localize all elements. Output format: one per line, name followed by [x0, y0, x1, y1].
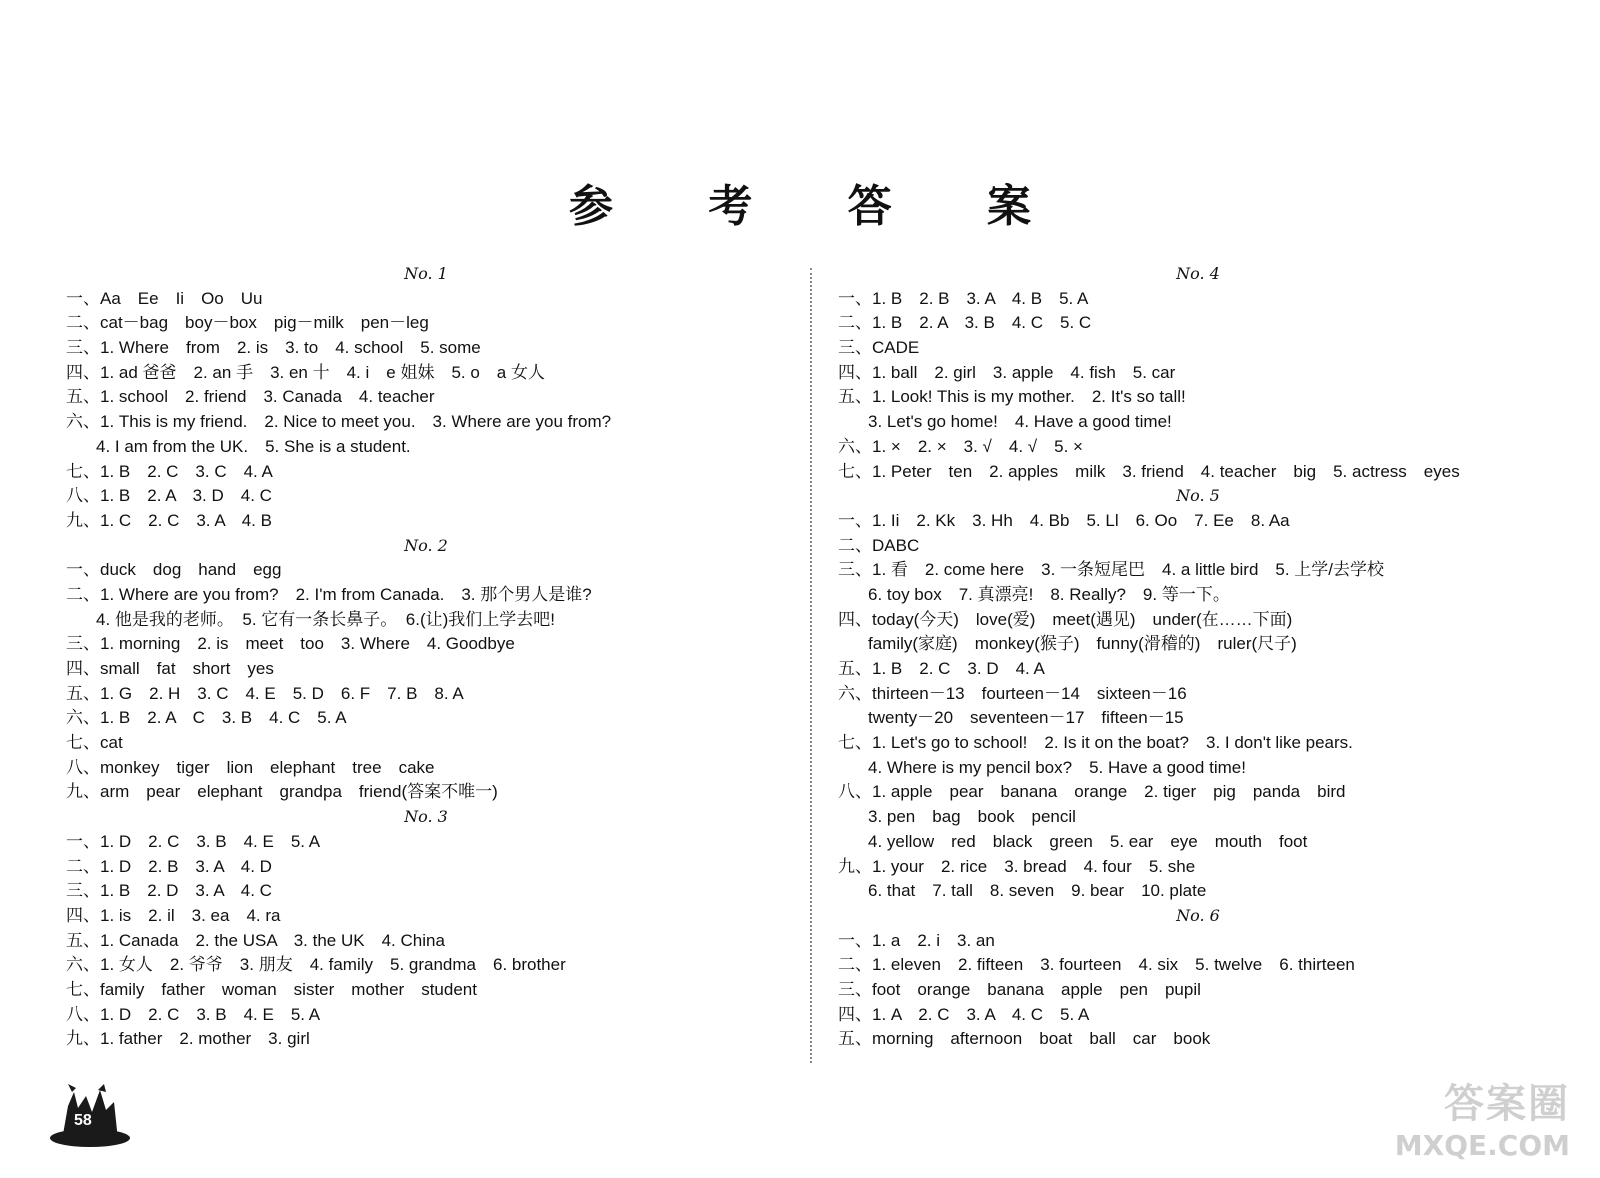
- answer-line: 八、1. D 2. C 3. B 4. E 5. A: [66, 1004, 321, 1024]
- answer-line: 4. 他是我的老师。 5. 它有一条长鼻子。 6.(让)我们上学去吧!: [96, 609, 556, 629]
- answer-line: 七、1. B 2. C 3. C 4. A: [66, 461, 273, 481]
- answer-line: 七、cat: [66, 733, 123, 753]
- answer-line: 三、1. B 2. D 3. A 4. C: [66, 881, 272, 901]
- answer-line: 四、1. ball 2. girl 3. apple 4. fish 5. car: [838, 362, 1176, 382]
- answer-line: twenty－20 seventeen－17 fifteen－15: [868, 708, 1184, 728]
- answer-line: 五、1. school 2. friend 3. Canada 4. teacher: [66, 387, 435, 407]
- column-divider: [810, 268, 812, 1063]
- section-heading: No. 2: [404, 535, 448, 555]
- section-heading: No. 4: [1176, 264, 1220, 283]
- answer-line: 八、monkey tiger lion elephant tree cake: [66, 757, 435, 777]
- answer-line: 七、family father woman sister mother student: [66, 979, 477, 999]
- answer-line: 四、1. is 2. il 3. ea 4. ra: [66, 905, 281, 925]
- answer-line: 三、CADE: [838, 338, 920, 358]
- left-answer-column: [66, 262, 786, 1052]
- answer-line: 五、1. Canada 2. the USA 3. the UK 4. China: [66, 930, 445, 950]
- answer-line: 六、1. × 2. × 3. √ 4. √ 5. ×: [838, 436, 1083, 456]
- answer-line: 四、today(今天) love(爱) meet(遇见) under(在……下面): [838, 609, 1293, 629]
- page-number-badge: [48, 1082, 132, 1148]
- answer-line: 九、1. your 2. rice 3. bread 4. four 5. she: [838, 856, 1196, 876]
- answer-line: 三、foot orange banana apple pen pupil: [838, 979, 1201, 999]
- answer-line: 一、1. D 2. C 3. B 4. E 5. A: [66, 831, 321, 851]
- answer-line: 二、1. B 2. A 3. B 4. C 5. C: [838, 313, 1092, 333]
- section-heading: No. 6: [1176, 905, 1220, 925]
- answer-line: 六、thirteen－13 fourteen－14 sixteen－16: [838, 683, 1187, 703]
- answer-line: 一、1. B 2. B 3. A 4. B 5. A: [838, 288, 1089, 308]
- answer-line: 二、DABC: [838, 535, 920, 555]
- answer-line: 二、1. eleven 2. fifteen 3. fourteen 4. six 5. twelve 6. thirteen: [838, 955, 1355, 975]
- answer-line: 四、1. ad 爸爸 2. an 手 3. en 十 4. i e 姐妹 5. o a 女人: [66, 362, 545, 382]
- answer-line: 6. that 7. tall 8. seven 9. bear 10. plate: [868, 881, 1207, 901]
- answer-line: 4. I am from the UK. 5. She is a student.: [96, 436, 411, 456]
- answer-line: 九、arm pear elephant grandpa friend(答案不唯一): [66, 782, 498, 802]
- answer-line: 一、duck dog hand egg: [66, 560, 282, 580]
- answer-line: 一、1. Ii 2. Kk 3. Hh 4. Bb 5. Ll 6. Oo 7. Ee 8. Aa: [838, 510, 1290, 530]
- watermark-url: MXQE.COM: [1394, 1129, 1570, 1162]
- answer-line: 七、1. Peter ten 2. apples milk 3. friend 4. teacher big 5. actress eyes: [838, 461, 1460, 481]
- answer-line: 五、morning afternoon boat ball car book: [838, 1029, 1211, 1049]
- answer-line: 一、Aa Ee Ii Oo Uu: [66, 288, 263, 308]
- section-heading: No. 5: [1176, 486, 1220, 506]
- section-heading: No. 1: [404, 264, 448, 283]
- answer-line: 三、1. Where from 2. is 3. to 4. school 5. some: [66, 338, 481, 358]
- answer-line: 3. pen bag book pencil: [868, 807, 1076, 827]
- section-heading: No. 3: [404, 807, 448, 827]
- page-title: 参 考 答 案: [569, 181, 1071, 232]
- answer-line: 4. yellow red black green 5. ear eye mouth foot: [868, 831, 1308, 851]
- answer-line: 4. Where is my pencil box? 5. Have a good time!: [868, 757, 1246, 777]
- answer-line: 七、1. Let's go to school! 2. Is it on the boat? 3. I don't like pears.: [838, 733, 1353, 753]
- answer-line: 九、1. father 2. mother 3. girl: [66, 1029, 310, 1049]
- answer-line: 二、1. Where are you from? 2. I'm from Canada. 3. 那个男人是谁?: [66, 584, 592, 604]
- answer-line: 二、cat－bag boy－box pig－milk pen－leg: [66, 313, 429, 333]
- answer-line: 九、1. C 2. C 3. A 4. B: [66, 510, 272, 530]
- answer-line: 三、1. morning 2. is meet too 3. Where 4. Goodbye: [66, 634, 515, 654]
- page-number: 58: [74, 1112, 92, 1129]
- answer-line: 二、1. D 2. B 3. A 4. D: [66, 856, 272, 876]
- answer-line: 一、1. a 2. i 3. an: [838, 930, 995, 950]
- answer-line: 五、1. Look! This is my mother. 2. It's so tall!: [838, 387, 1186, 407]
- answer-line: 3. Let's go home! 4. Have a good time!: [868, 412, 1172, 432]
- answer-line: 五、1. G 2. H 3. C 4. E 5. D 6. F 7. B 8. A: [66, 683, 464, 703]
- answer-line: 四、1. A 2. C 3. A 4. C 5. A: [838, 1004, 1090, 1024]
- answer-line: 四、small fat short yes: [66, 659, 274, 678]
- answer-line: 6. toy box 7. 真漂亮! 8. Really? 9. 等一下。: [868, 584, 1230, 604]
- answer-line: 五、1. B 2. C 3. D 4. A: [838, 659, 1045, 678]
- right-answer-column: [838, 262, 1558, 1052]
- answer-line: 六、1. 女人 2. 爷爷 3. 朋友 4. family 5. grandma 6. brother: [66, 955, 566, 975]
- answer-line: 八、1. apple pear banana orange 2. tiger pig panda bird: [838, 782, 1346, 802]
- answer-line: 八、1. B 2. A 3. D 4. C: [66, 486, 272, 506]
- answer-line: 三、1. 看 2. come here 3. 一条短尾巴 4. a little bird 5. 上学/去学校: [838, 560, 1385, 580]
- watermark-logo-text: 答案圈: [1444, 1081, 1570, 1127]
- answer-line: 六、1. This is my friend. 2. Nice to meet you. 3. Where are you from?: [66, 412, 612, 432]
- answer-line: family(家庭) monkey(猴子) funny(滑稽的) ruler(尺子): [868, 634, 1297, 654]
- watermark: [1395, 1072, 1570, 1162]
- answer-line: 六、1. B 2. A C 3. B 4. C 5. A: [66, 708, 347, 728]
